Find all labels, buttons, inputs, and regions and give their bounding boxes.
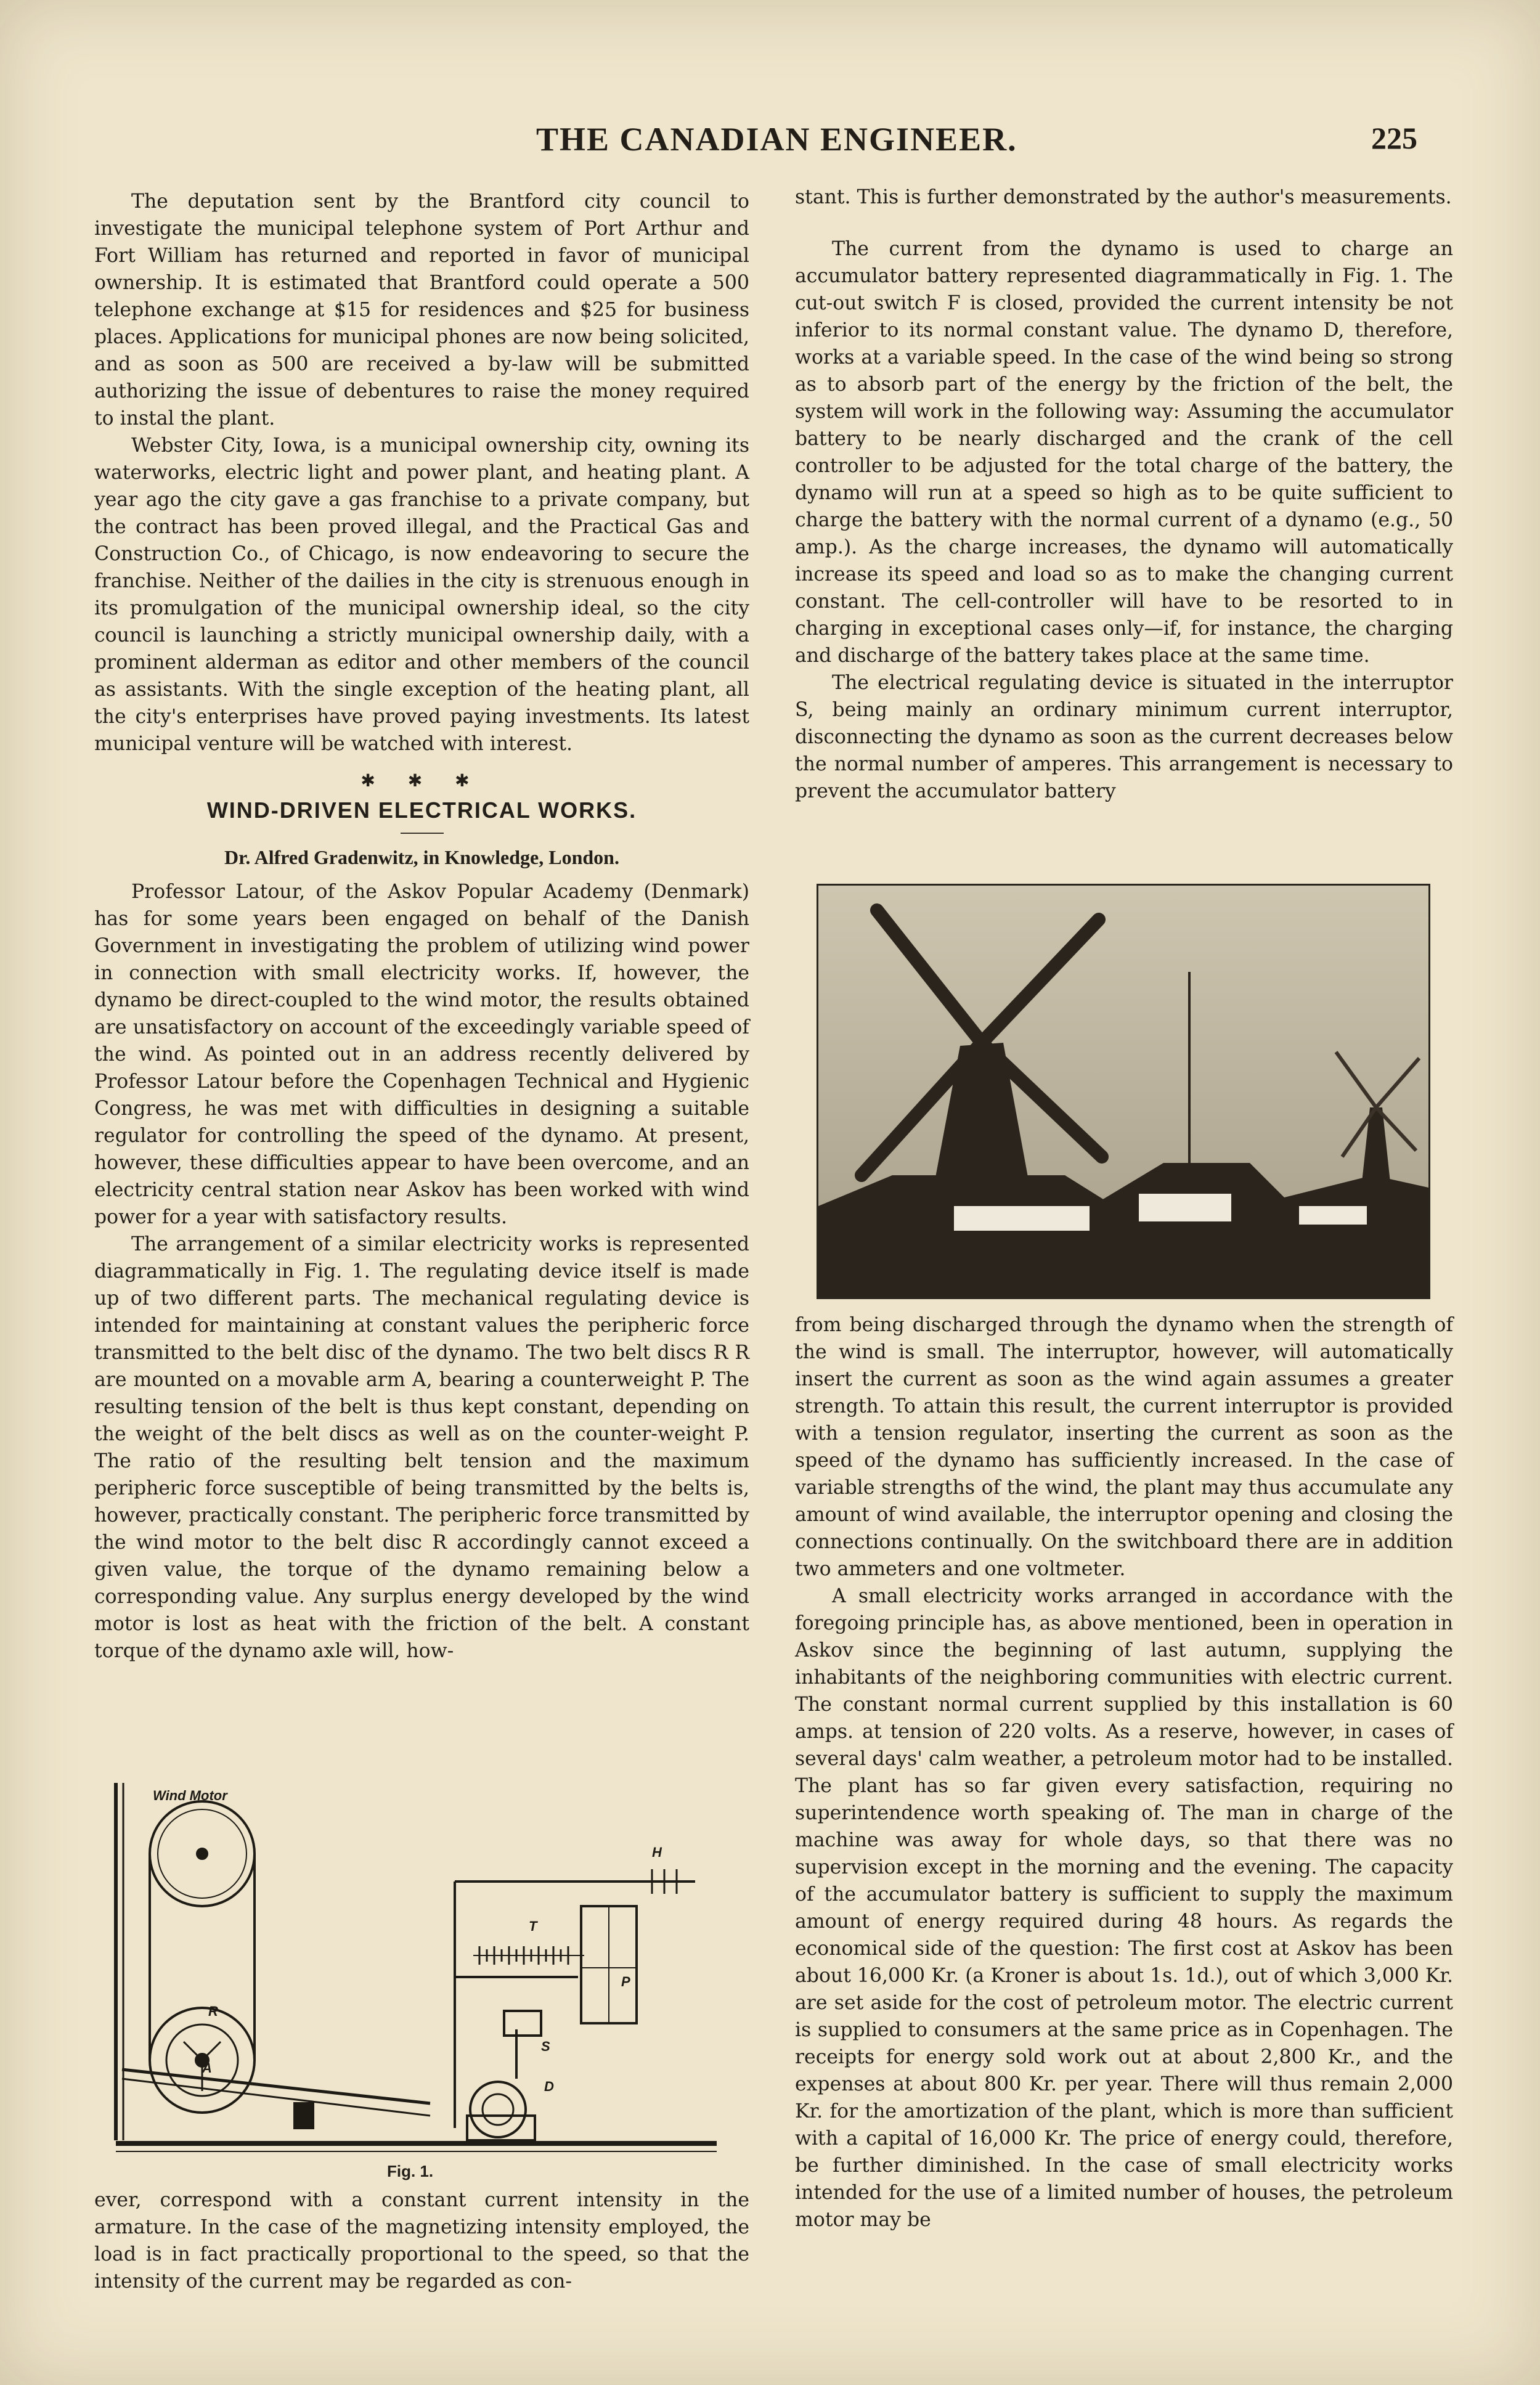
paragraph-discharge: from being discharged through the dynamo when the strength of the wind is small. The interruptor, however, will automatically insert the current as soon as the wind again assumes a greater strength. To attain this result, the current interruptor is provided with a tension regulator, inserting the current as soon as the speed of the dynamo has sufficiently increased. In the case of variable strengths of the wind, the plant may thus accumulate any amount of wind available, the interruptor opening and closing the connections continually. On the switchboard there are in addition two ammeters and one voltmeter.: [795, 1314, 1453, 1580]
paragraph-arrangement: The arrangement of a similar electricity works is represented diagrammatically in Fig. 1. The regulating device itself is made up of two different parts. The mechanical regulating device is intended for maintaining at constant values the peripheric force transmitted to the belt disc of the dynamo. The two belt discs R R are mounted on a movable arm A, bearing a counterweight P. The resulting tension of the belt is thus kept constant, depending on the weight of the belt discs as well as on the counter-weight P. The ratio of the resulting belt tension and the maximum peripheric force susceptible of being transmitted by the belts is, however, practically constant. The peripheric force transmitted by the wind motor to the belt disc R accordingly cannot exceed a given value, the torque of the dynamo remaining below a corresponding value. Any surplus energy developed by the wind motor is lost as heat with the friction of the belt. A constant torque of the dynamo axle will, how-: [94, 1233, 749, 1662]
paragraph-continuation: ever, correspond with a constant current intensity in the armature. In the case of the magnetizing intensity employed, the load is in fact practically proportional to the speed, so that the intensity of the current may be regarded as con-: [94, 2189, 749, 2293]
paragraph-brantford: The deputation sent by the Brantford city council to investigate the municipal telephone system of Port Arthur and Fort William has returned and reported in favor of municipal ownership. It is estimated that Brantford could operate a 500 telephone exchange at $15 for residences and $25 for business places. Applications for municipal phones are now being solicited, and as soon as 500 are received a by-law will be submitted authorizing the issue of debentures to raise the money required to instal the plant.: [94, 190, 749, 430]
paragraph-dynamo-current: The current from the dynamo is used to charge an accumulator battery represented diagrammatically in Fig. 1. The cut-out switch F is closed, provided the current intensity be not inferior to its normal constant value. The dynamo D, therefore, works at a variable speed. In the case of the wind being so strong as to absorb part of the energy by the friction of the belt, the system will work in the following way: Assuming the accumulator battery to be nearly discharged and the crank of the cell controller to be adjusted for the total charge of the battery, the dynamo will run at a speed so high as to be quite sufficient to charge the battery with the normal current of a dynamo (e.g., 50 amp.). As the charge increases, the dynamo will automatically increase its speed and load so as to make the changing current constant. The cell-controller will have to be resorted to in charging in exceptional cases only—if, for instance, the charging and discharge of the battery takes place at the same time.: [795, 238, 1453, 667]
article-byline: Dr. Alfred Gradenwitz, in Knowledge, London.: [224, 846, 619, 868]
page-number: 225: [1371, 121, 1417, 155]
label-d: D: [544, 2079, 554, 2094]
label-r: R: [208, 2004, 218, 2019]
wind-motor-diagram: [110, 1783, 723, 2171]
title-rule: [401, 833, 444, 834]
left-column-continued: [94, 2187, 749, 2295]
right-column-continued: [795, 1311, 1453, 2233]
label-t: T: [529, 1918, 537, 1934]
paragraph-regulating-device: The electrical regulating device is situated in the interruptor S, being mainly an ordinary minimum current interruptor, disconnecting the dynamo as soon as the current decreases below the normal number of amperes. This arrangement is necessary to prevent the accumulator battery: [795, 672, 1453, 802]
figure-caption: Fig. 1.: [387, 2162, 434, 2180]
right-column: [795, 184, 1453, 805]
paragraph-latour: Professor Latour, of the Askov Popular Academy (Denmark) has for some years been engaged on behalf of the Danish Government in investigating the problem of utilizing wind power in connection with small electricity works. If, however, the dynamo be direct-coupled to the wind motor, the results obtained are unsatisfactory on account of the exceedingly variable speed of the wind. As pointed out in an address recently delivered by Professor Latour before the Copenhagen Technical and Hygienic Congress, he was met with difficulties in designing a suitable regulator for controlling the speed of the dynamo. At present, however, these difficulties appear to have been overcome, and an electricity central station near Askov has been worked with wind power for a year with satisfactory results.: [94, 881, 749, 1228]
paragraph-askov-works: A small electricity works arranged in accordance with the foregoing principle has, as above mentioned, been in operation in Askov since the beginning of last autumn, supplying the inhabitants of the neighboring communities with electric current. The constant normal current supplied by this installation is 60 amps. at tension of 220 volts. As a reserve, however, in cases of several days' calm weather, a petroleum motor had to be installed. The plant has so far given every satisfaction, requiring no superintendence worth speaking of. The man in charge of the machine was away for whole days, so that there was no supervision except in the morning and the evening. The capacity of the accumulator battery is sufficient to supply the maximum amount of energy required during 48 hours. As regards the economical side of the question: The first cost at Askov has been about 16,000 Kr. (a Kroner is about 1s. 1d.), out of which 3,000 Kr. are set aside for the cost of petroleum motor. The electric current is supplied to consumers at the same price as in Copenhagen. The receipts for energy sold work out at about 2,800 Kr., and the expenses at about 800 Kr. per year. There will thus remain 2,000 Kr. for the amortization of the plant, which is more than sufficient with a capital of 16,000 Kr. The price of energy could, therefore, be further diminished. In the case of small electricity works intended for the use of a limited number of houses, the petroleum motor may be: [795, 1585, 1453, 2231]
label-a: A: [202, 2060, 212, 2076]
journal-title: THE CANADIAN ENGINEER.: [536, 121, 1017, 158]
section-separator: ✱ ✱ ✱: [361, 770, 483, 791]
label-s: S: [541, 2039, 550, 2054]
running-head: [0, 120, 1540, 169]
paragraph-webster-city: Webster City, Iowa, is a municipal ownership city, owning its waterworks, electric light and power plant, and heating plant. A year ago the city gave a gas franchise to a private company, but the contract has been proved illegal, and the Practical Gas and Construction Co., of Chicago, is now endeavoring to secure the franchise. Neither of the dailies in the city is strenuous enough in its promulgation of the municipal ownership ideal, so the city council is launching a strictly municipal ownership daily, with a prominent alderman as editor and other members of the council as assistants. With the single exception of the heating plant, all the city's enterprises have proved paying investments. Its latest municipal venture will be watched with interest.: [94, 434, 749, 755]
label-h: H: [652, 1845, 662, 1860]
wind-motor-label: Wind Motor: [153, 1788, 227, 1803]
left-column: [94, 188, 749, 1665]
windmill-photograph: [817, 884, 1430, 1299]
label-p: P: [621, 1974, 630, 1989]
paragraph-stant: stant. This is further demonstrated by the author's measurements.: [795, 186, 1452, 208]
article-title: WIND-DRIVEN ELECTRICAL WORKS.: [206, 797, 637, 823]
